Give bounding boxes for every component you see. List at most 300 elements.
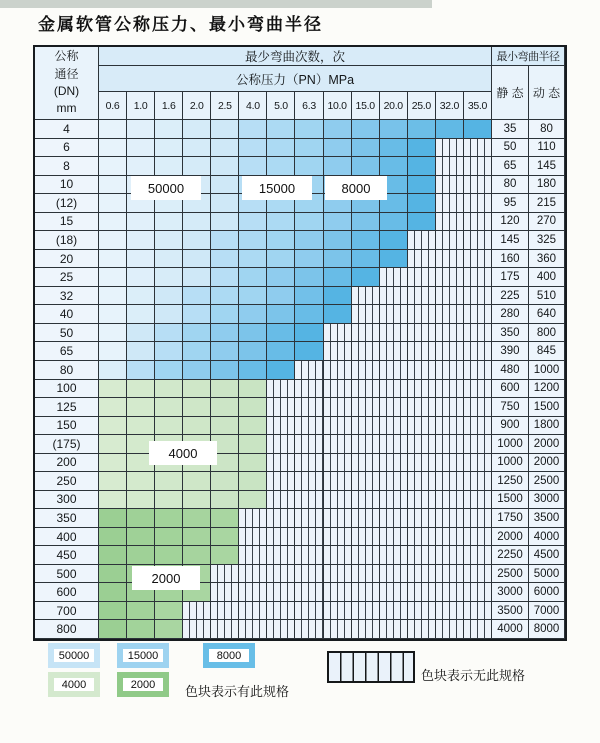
spec-cell (99, 491, 127, 510)
spec-cell (155, 120, 183, 139)
spec-cell (211, 213, 239, 232)
legend-no-spec-box (327, 651, 415, 683)
pressure-col-header: 15.0 (352, 92, 380, 120)
no-spec-cell (295, 528, 323, 547)
no-spec-cell (324, 435, 352, 454)
static-value-cell: 280 (492, 305, 529, 324)
pressure-col-header: 32.0 (436, 92, 464, 120)
spec-cell (127, 620, 155, 639)
no-spec-cell (436, 213, 464, 232)
dynamic-value-cell: 1500 (529, 398, 565, 417)
spec-cell (99, 324, 127, 343)
spec-cell (127, 213, 155, 232)
no-spec-cell (436, 417, 464, 436)
spec-cell (183, 417, 211, 436)
spec-cell (324, 250, 352, 269)
row-dn-cell: 100 (35, 380, 99, 399)
legend-swatch-4000-label: 4000 (61, 678, 87, 691)
no-spec-cell (295, 454, 323, 473)
spec-cell (155, 491, 183, 510)
static-value-cell: 50 (492, 139, 529, 158)
spec-cell (239, 287, 267, 306)
spec-cell (239, 435, 267, 454)
static-value-cell: 750 (492, 398, 529, 417)
spec-cell (324, 287, 352, 306)
spec-cell (155, 417, 183, 436)
no-spec-cell (436, 435, 464, 454)
no-spec-cell (464, 454, 492, 473)
dynamic-value-cell: 510 (529, 287, 565, 306)
no-spec-cell (295, 398, 323, 417)
no-spec-cell (408, 268, 436, 287)
no-spec-cell (352, 361, 380, 380)
no-spec-cell (436, 305, 464, 324)
no-spec-cell (239, 602, 267, 621)
pressure-col-header: 2.0 (183, 92, 211, 120)
row-dn-cell: 4 (35, 120, 99, 139)
spec-cell (211, 268, 239, 287)
row-dn-cell: 500 (35, 565, 99, 584)
header-dn-line2: 通径 (54, 66, 79, 81)
no-spec-cell (239, 509, 267, 528)
no-spec-cell (464, 157, 492, 176)
spec-cell (380, 157, 408, 176)
spec-cell (183, 528, 211, 547)
spec-cell (127, 268, 155, 287)
spec-cell (211, 380, 239, 399)
no-spec-cell (408, 472, 436, 491)
no-spec-cell (408, 287, 436, 306)
spec-cell (183, 213, 211, 232)
no-spec-cell (324, 417, 352, 436)
row-dn-cell: (18) (35, 231, 99, 250)
no-spec-cell (408, 361, 436, 380)
no-spec-cell (295, 565, 323, 584)
spec-cell (155, 398, 183, 417)
spec-cell (127, 417, 155, 436)
spec-cell (99, 139, 127, 158)
spec-cell (127, 120, 155, 139)
spec-cell (267, 231, 295, 250)
no-spec-cell (464, 620, 492, 639)
spec-cell (99, 305, 127, 324)
no-spec-cell (464, 398, 492, 417)
static-value-cell: 1000 (492, 454, 529, 473)
spec-cell (267, 250, 295, 269)
no-spec-cell (436, 231, 464, 250)
no-spec-cell (324, 620, 352, 639)
static-value-cell: 2250 (492, 546, 529, 565)
spec-cell (183, 491, 211, 510)
spec-cell (324, 213, 352, 232)
no-spec-cell (324, 361, 352, 380)
pressure-col-header: 20.0 (380, 92, 408, 120)
no-spec-cell (436, 380, 464, 399)
region-label-4000: 4000 (149, 441, 217, 465)
row-dn-cell: 250 (35, 472, 99, 491)
spec-cell (352, 157, 380, 176)
no-spec-cell (295, 509, 323, 528)
no-spec-cell (408, 305, 436, 324)
no-spec-cell (408, 435, 436, 454)
static-value-cell: 480 (492, 361, 529, 380)
spec-cell (127, 324, 155, 343)
static-value-cell: 175 (492, 268, 529, 287)
no-spec-cell (380, 324, 408, 343)
no-spec-cell (267, 435, 295, 454)
spec-cell (183, 361, 211, 380)
no-spec-cell (436, 509, 464, 528)
no-spec-cell (464, 546, 492, 565)
no-spec-cell (408, 250, 436, 269)
spec-cell (155, 287, 183, 306)
no-spec-cell (380, 361, 408, 380)
spec-cell (183, 472, 211, 491)
spec-cell (464, 120, 492, 139)
static-value-cell: 225 (492, 287, 529, 306)
no-spec-cell (267, 417, 295, 436)
no-spec-cell (324, 602, 352, 621)
spec-cell (155, 380, 183, 399)
no-spec-cell (408, 528, 436, 547)
spec-cell (324, 268, 352, 287)
row-dn-cell: 800 (35, 620, 99, 639)
dynamic-value-cell: 80 (529, 120, 565, 139)
spec-cell (183, 546, 211, 565)
spec-cell (211, 287, 239, 306)
no-spec-cell (464, 491, 492, 510)
spec-cell (239, 231, 267, 250)
spec-cell (99, 620, 127, 639)
dynamic-value-cell: 2500 (529, 472, 565, 491)
spec-cell (127, 398, 155, 417)
spec-cell (352, 139, 380, 158)
static-value-cell: 80 (492, 176, 529, 195)
no-spec-cell (380, 491, 408, 510)
header-bend-cycles: 最少弯曲次数，次 (99, 47, 492, 66)
no-spec-cell (267, 398, 295, 417)
spec-cell (127, 528, 155, 547)
spec-cell (99, 380, 127, 399)
no-spec-cell (295, 546, 323, 565)
spec-cell (183, 231, 211, 250)
spec-cell (211, 509, 239, 528)
no-spec-cell (183, 602, 211, 621)
spec-cell (239, 380, 267, 399)
dynamic-value-cell: 325 (529, 231, 565, 250)
region-label-50000: 50000 (131, 176, 201, 200)
spec-cell (324, 231, 352, 250)
spec-cell (295, 213, 323, 232)
no-spec-cell (352, 305, 380, 324)
no-spec-cell (464, 287, 492, 306)
spec-cell (99, 546, 127, 565)
spec-cell (352, 268, 380, 287)
no-spec-cell (380, 472, 408, 491)
region-label-15000: 15000 (242, 176, 312, 200)
header-pressure: 公称压力（PN）MPa (99, 66, 492, 92)
no-spec-cell (436, 342, 464, 361)
row-dn-cell: 300 (35, 491, 99, 510)
static-value-cell: 600 (492, 380, 529, 399)
no-spec-cell (324, 398, 352, 417)
spec-cell (211, 176, 239, 195)
dynamic-value-cell: 3000 (529, 491, 565, 510)
dynamic-value-cell: 145 (529, 157, 565, 176)
no-spec-cell (408, 583, 436, 602)
no-spec-cell (464, 435, 492, 454)
spec-cell (211, 417, 239, 436)
no-spec-cell (211, 583, 239, 602)
spec-cell (295, 157, 323, 176)
static-value-cell: 65 (492, 157, 529, 176)
spec-cell (267, 361, 295, 380)
dynamic-value-cell: 845 (529, 342, 565, 361)
spec-cell (183, 139, 211, 158)
static-value-cell: 1250 (492, 472, 529, 491)
row-dn-cell: 65 (35, 342, 99, 361)
spec-cell (99, 435, 127, 454)
spec-cell (99, 176, 127, 195)
spec-cell (183, 250, 211, 269)
spec-cell (324, 157, 352, 176)
no-spec-cell (464, 342, 492, 361)
spec-cell (155, 157, 183, 176)
no-spec-cell (436, 157, 464, 176)
no-spec-cell (380, 268, 408, 287)
legend-swatch-50000-label: 50000 (58, 649, 90, 662)
spec-cell (155, 213, 183, 232)
row-dn-cell: 32 (35, 287, 99, 306)
row-dn-cell: 15 (35, 213, 99, 232)
no-spec-cell (464, 565, 492, 584)
spec-cell (211, 546, 239, 565)
no-spec-cell (352, 380, 380, 399)
legend-swatch-8000-label: 8000 (216, 649, 242, 662)
no-spec-cell (408, 546, 436, 565)
spec-cell (127, 546, 155, 565)
spec-cell (183, 157, 211, 176)
spec-cell (211, 398, 239, 417)
no-spec-cell (464, 231, 492, 250)
no-spec-cell (380, 287, 408, 306)
spec-cell (99, 120, 127, 139)
spec-cell (267, 157, 295, 176)
no-spec-cell (408, 602, 436, 621)
spec-cell (239, 213, 267, 232)
no-spec-cell (380, 565, 408, 584)
region-label-8000: 8000 (325, 176, 387, 200)
pressure-col-header: 6.3 (295, 92, 323, 120)
spec-cell (127, 157, 155, 176)
no-spec-cell (464, 380, 492, 399)
no-spec-cell (464, 176, 492, 195)
row-dn-cell: 80 (35, 361, 99, 380)
spec-cell (155, 546, 183, 565)
spec-cell (99, 231, 127, 250)
static-value-cell: 2000 (492, 528, 529, 547)
dynamic-value-cell: 2000 (529, 435, 565, 454)
no-spec-cell (267, 491, 295, 510)
row-dn-cell: (12) (35, 194, 99, 213)
spec-cell (127, 250, 155, 269)
top-strip (0, 0, 432, 8)
static-value-cell: 3000 (492, 583, 529, 602)
spec-cell (267, 120, 295, 139)
spec-cell (183, 120, 211, 139)
spec-cell (127, 509, 155, 528)
spec-cell (295, 342, 323, 361)
spec-cell (211, 305, 239, 324)
no-spec-cell (380, 528, 408, 547)
no-spec-cell (324, 380, 352, 399)
no-spec-cell (436, 268, 464, 287)
no-spec-cell (464, 324, 492, 343)
pressure-col-header: 1.0 (127, 92, 155, 120)
no-spec-cell (352, 435, 380, 454)
spec-cell (408, 120, 436, 139)
static-value-cell: 145 (492, 231, 529, 250)
no-spec-cell (380, 305, 408, 324)
no-spec-cell (352, 324, 380, 343)
spec-cell (295, 287, 323, 306)
spec-cell (267, 268, 295, 287)
no-spec-cell (352, 491, 380, 510)
no-spec-cell (436, 194, 464, 213)
spec-cell (99, 472, 127, 491)
header-dn-cell (35, 47, 99, 120)
row-dn-cell: 400 (35, 528, 99, 547)
spec-cell (239, 454, 267, 473)
dynamic-value-cell: 110 (529, 139, 565, 158)
spec-cell (127, 305, 155, 324)
spec-cell (380, 231, 408, 250)
pressure-col-header: 10.0 (324, 92, 352, 120)
spec-cell (295, 305, 323, 324)
spec-cell (99, 454, 127, 473)
no-spec-cell (352, 417, 380, 436)
static-value-cell: 95 (492, 194, 529, 213)
spec-cell (211, 528, 239, 547)
spec-cell (155, 139, 183, 158)
no-spec-cell (239, 546, 267, 565)
static-value-cell: 35 (492, 120, 529, 139)
spec-cell (211, 342, 239, 361)
legend-swatch-15000 (117, 643, 169, 668)
pressure-col-header: 1.6 (155, 92, 183, 120)
no-spec-cell (408, 565, 436, 584)
spec-cell (183, 324, 211, 343)
no-spec-cell (436, 565, 464, 584)
spec-cell (295, 250, 323, 269)
spec-cell (352, 231, 380, 250)
spec-cell (408, 139, 436, 158)
no-spec-cell (408, 491, 436, 510)
spec-cell (239, 120, 267, 139)
spec-cell (127, 361, 155, 380)
header-dynamic: 动 态 (529, 66, 565, 120)
no-spec-cell (295, 583, 323, 602)
spec-cell (99, 342, 127, 361)
no-spec-cell (408, 380, 436, 399)
no-spec-cell (436, 250, 464, 269)
dynamic-value-cell: 5000 (529, 565, 565, 584)
spec-cell (267, 213, 295, 232)
no-spec-cell (464, 417, 492, 436)
no-spec-cell (267, 472, 295, 491)
no-spec-cell (380, 454, 408, 473)
spec-cell (408, 194, 436, 213)
no-spec-cell (380, 546, 408, 565)
no-spec-cell (352, 565, 380, 584)
spec-cell (99, 194, 127, 213)
spec-cell (239, 157, 267, 176)
static-value-cell: 1750 (492, 509, 529, 528)
no-spec-cell (436, 287, 464, 306)
no-spec-cell (464, 472, 492, 491)
no-spec-cell (239, 620, 267, 639)
no-spec-cell (267, 454, 295, 473)
header-min-bend-radius: 最小弯曲半径 (492, 47, 565, 66)
spec-cell (183, 305, 211, 324)
spec-cell (155, 509, 183, 528)
spec-cell (211, 157, 239, 176)
spec-cell (408, 157, 436, 176)
spec-cell (127, 380, 155, 399)
row-dn-cell: 700 (35, 602, 99, 621)
spec-cell (99, 213, 127, 232)
no-spec-cell (211, 602, 239, 621)
no-spec-cell (464, 528, 492, 547)
row-dn-cell: 200 (35, 454, 99, 473)
pressure-col-header: 35.0 (464, 92, 492, 120)
dynamic-value-cell: 7000 (529, 602, 565, 621)
spec-cell (267, 342, 295, 361)
no-spec-cell (267, 602, 295, 621)
spec-cell (99, 583, 127, 602)
dynamic-value-cell: 270 (529, 213, 565, 232)
no-spec-cell (239, 565, 267, 584)
no-spec-cell (380, 583, 408, 602)
spec-cell (155, 324, 183, 343)
spec-cell (408, 213, 436, 232)
no-spec-cell (464, 139, 492, 158)
spec-cell (127, 491, 155, 510)
pressure-col-header: 4.0 (239, 92, 267, 120)
no-spec-cell (464, 213, 492, 232)
spec-cell (183, 509, 211, 528)
no-spec-cell (295, 380, 323, 399)
row-dn-cell: 600 (35, 583, 99, 602)
no-spec-cell (436, 176, 464, 195)
no-spec-cell (267, 509, 295, 528)
no-spec-cell (436, 602, 464, 621)
spec-cell (267, 139, 295, 158)
spec-cell (239, 342, 267, 361)
no-spec-cell (380, 509, 408, 528)
spec-cell (211, 491, 239, 510)
spec-cell (380, 120, 408, 139)
spec-cell (155, 528, 183, 547)
spec-cell (155, 305, 183, 324)
no-spec-cell (183, 620, 211, 639)
legend-swatch-50000 (48, 643, 100, 668)
spec-cell (239, 139, 267, 158)
row-dn-cell: 40 (35, 305, 99, 324)
header-dn-line4: mm (56, 101, 77, 116)
no-spec-cell (295, 491, 323, 510)
spec-cell (239, 491, 267, 510)
